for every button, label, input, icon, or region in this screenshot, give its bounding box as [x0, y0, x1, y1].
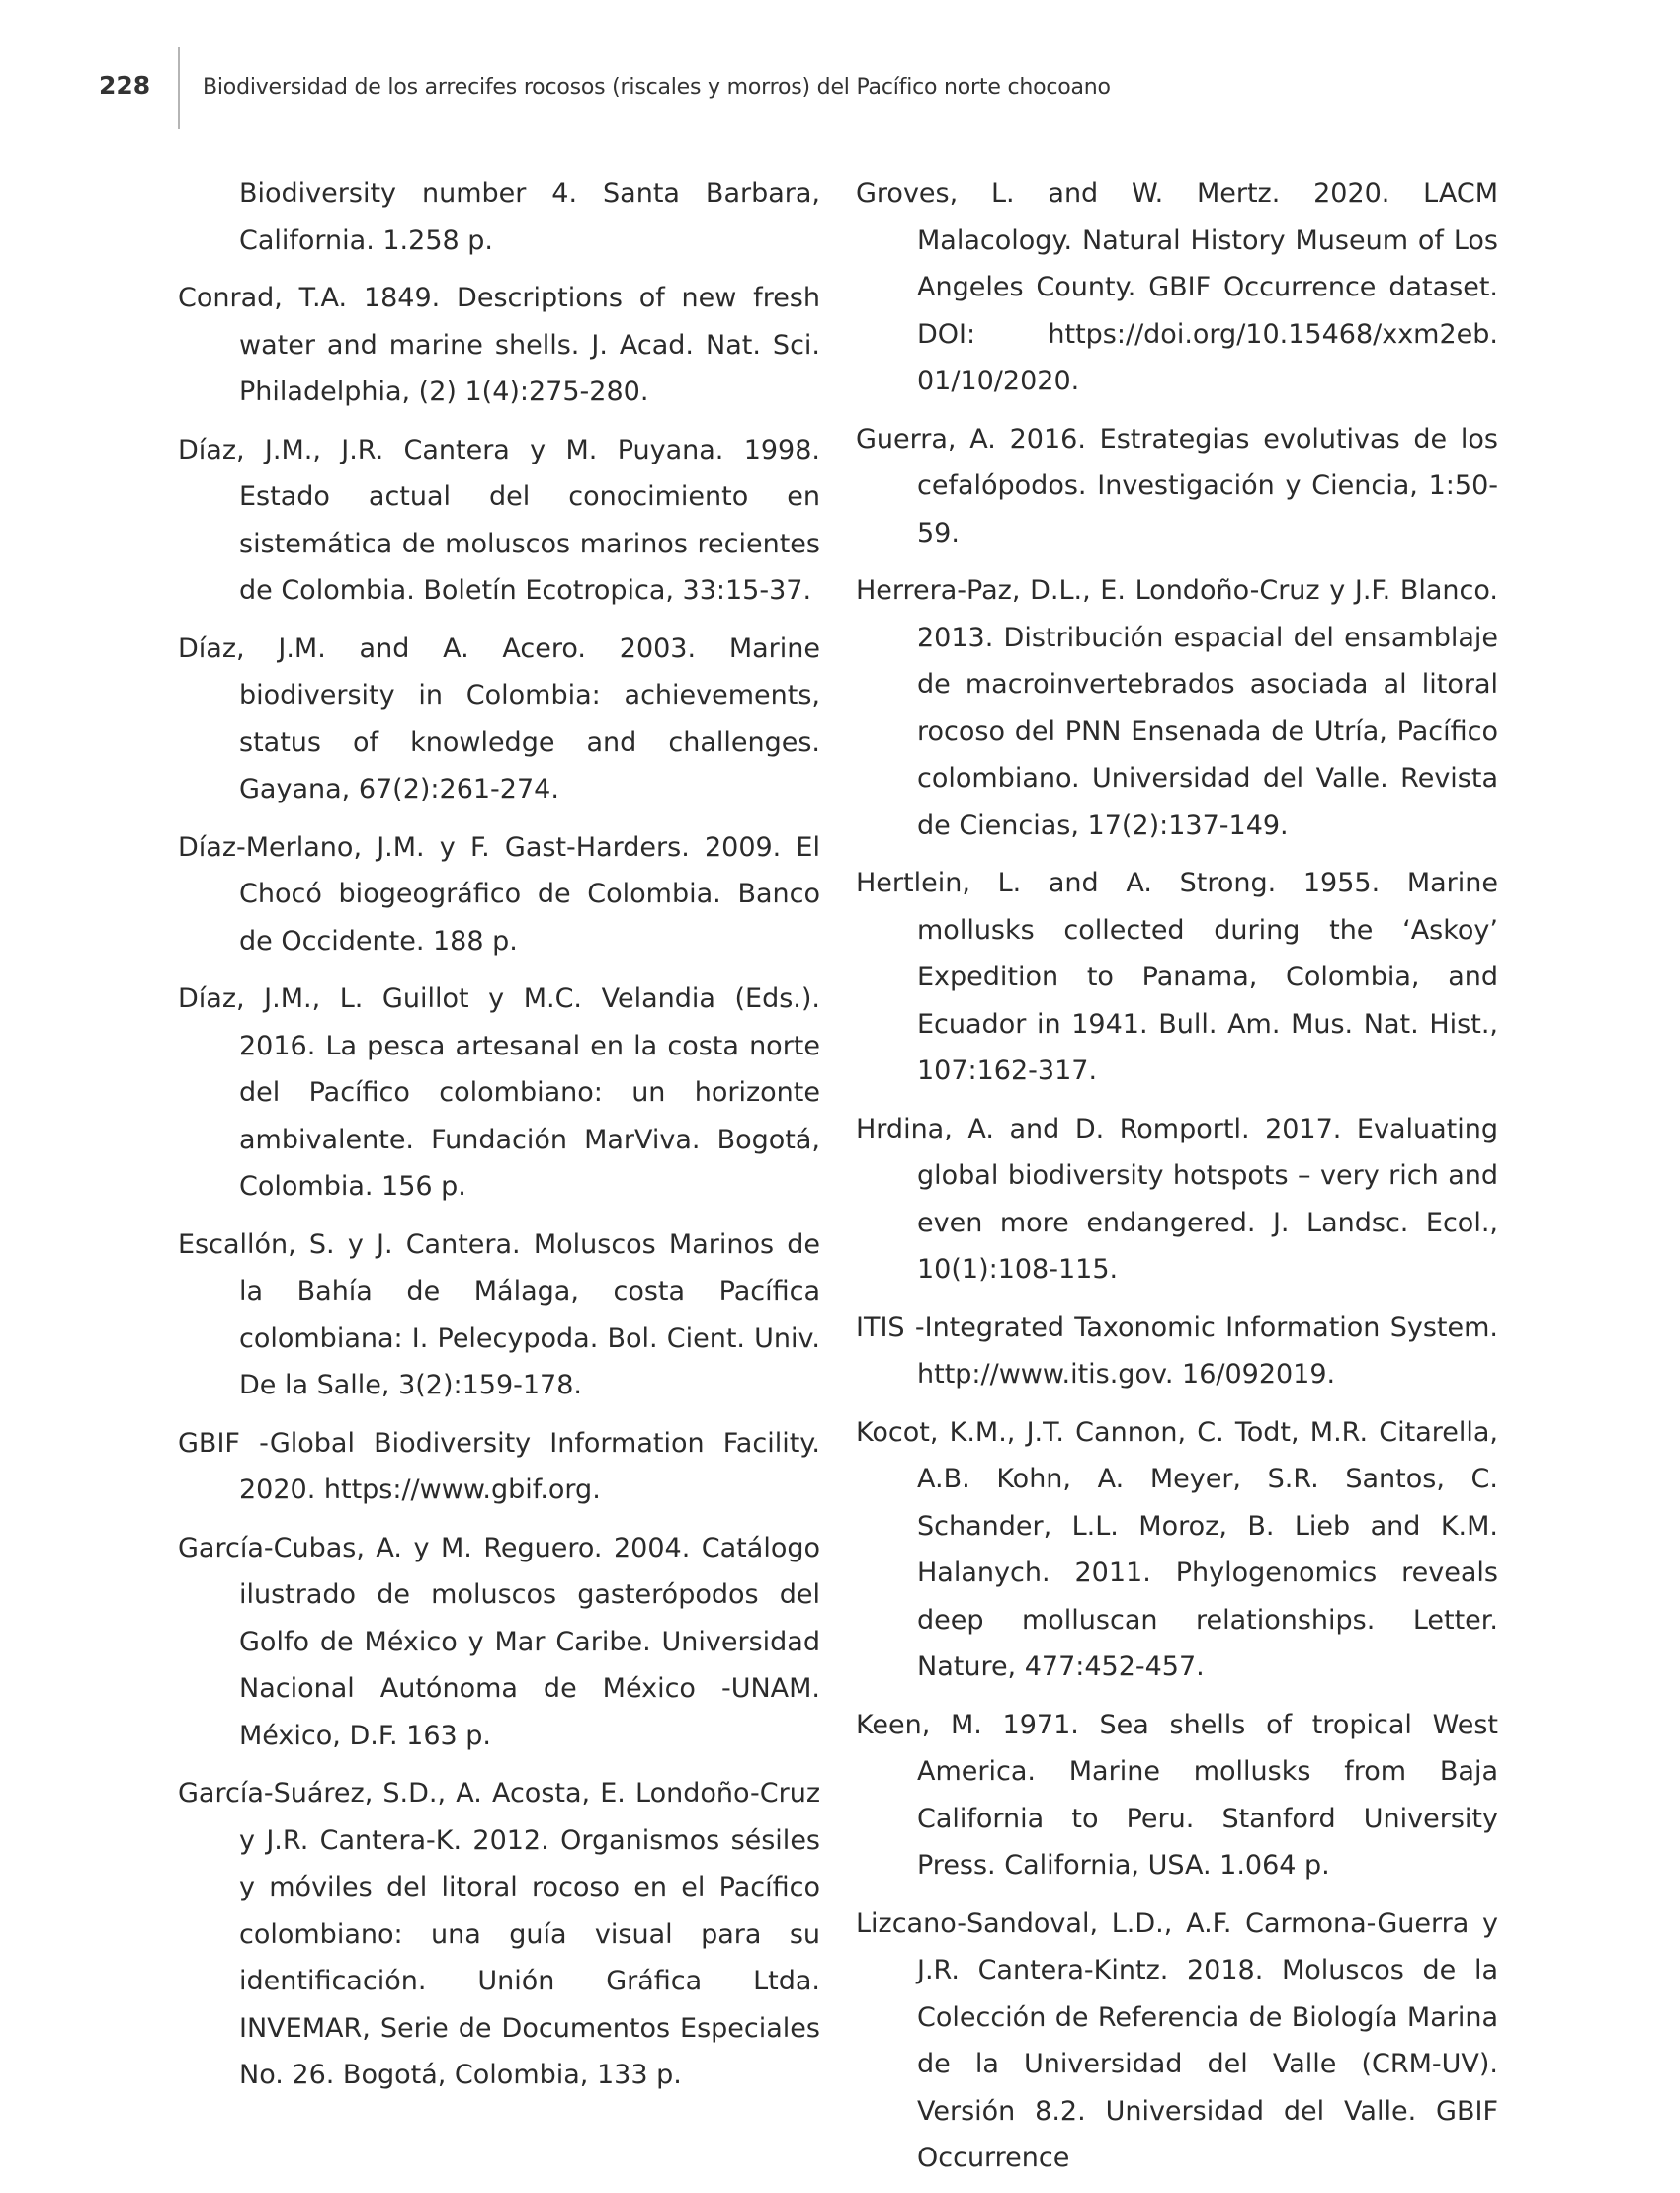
reference-entry: Conrad, T.A. 1849. Descriptions of new fresh water and marine shells. J. Acad. Nat. Sci. Philadelphia, (2) 1(4):275-280.	[178, 283, 820, 407]
running-title: Biodiversidad de los arrecifes rocosos (riscales y morros) del Pacífico norte chocoano	[203, 75, 1111, 100]
reference-entry: GBIF -Global Biodiversity Information Facility. 2020. https://www.gbif.org.	[178, 1427, 820, 1505]
reference-entry: Díaz, J.M., J.R. Cantera y M. Puyana. 1998. Estado actual del conocimiento en sistemática de moluscos marinos recientes de Colombia. Boletín Ecotropica, 33:15-37.	[178, 434, 820, 606]
reference-entry: Kocot, K.M., J.T. Cannon, C. Todt, M.R. Citarella, A.B. Kohn, A. Meyer, S.R. Santos, C. Schander, L.L. Moroz, B. Lieb and K.M. Halanych. 2011. Phylogenomics reveals deep molluscan relationships. Letter. Nature, 477:452-457.	[856, 1416, 1498, 1682]
reference-entry: Hrdina, A. and D. Romportl. 2017. Evaluating global biodiversity hotspots – very rich and even more endangered. J. Landsc. Ecol., 10(1):108-115.	[856, 1113, 1498, 1285]
reference-entry: Lizcano-Sandoval, L.D., A.F. Carmona-Guerra y J.R. Cantera-Kintz. 2018. Moluscos de la Colección de Referencia de Biología Marina de la Universidad del Valle (CRM-UV). Versión 8.2. Universidad del Valle. GBIF Occurrence	[856, 1907, 1498, 2173]
reference-entry: Escallón, S. y J. Cantera. Moluscos Marinos de la Bahía de Málaga, costa Pacífica colombiana: I. Pelecypoda. Bol. Cient. Univ. De la Salle, 3(2):159-178.	[178, 1228, 820, 1400]
reference-entry: Keen, M. 1971. Sea shells of tropical West America. Marine mollusks from Baja California to Peru. Stanford University Press. California, USA. 1.064 p.	[856, 1709, 1498, 1881]
header-divider	[178, 47, 180, 129]
page-header	[0, 0, 1680, 138]
reference-entry: Biodiversity number 4. Santa Barbara, California. 1.258 p.	[239, 178, 820, 256]
reference-entry: Groves, L. and W. Mertz. 2020. LACM Malacology. Natural History Museum of Los Angeles County. GBIF Occurrence dataset. DOI: https://doi.org/10.15468/xxm2eb. 01/10/2020.	[856, 178, 1498, 396]
page-number: 228	[99, 71, 151, 100]
reference-entry: Díaz, J.M. and A. Acero. 2003. Marine biodiversity in Colombia: achievements, status of knowledge and challenges. Gayana, 67(2):261-274.	[178, 633, 820, 804]
reference-entry: García-Suárez, S.D., A. Acosta, E. Londoño-Cruz y J.R. Cantera-K. 2012. Organismos sésiles y móviles del litoral rocoso en el Pacífico colombiano: una guía visual para su identificación. Unión Gráfica Ltda. INVEMAR, Serie de Documentos Especiales No. 26. Bogotá, Colombia, 133 p.	[178, 1778, 820, 2090]
reference-entry: Díaz, J.M., L. Guillot y M.C. Velandia (Eds.). 2016. La pesca artesanal en la costa norte del Pacífico colombiano: un horizonte ambivalente. Fundación MarViva. Bogotá, Colombia. 156 p.	[178, 983, 820, 1202]
reference-entry: Guerra, A. 2016. Estrategias evolutivas de los cefalópodos. Investigación y Ciencia, 1:50-59.	[856, 423, 1498, 548]
reference-entry: Hertlein, L. and A. Strong. 1955. Marine mollusks collected during the ‘Askoy’ Expedition to Panama, Colombia, and Ecuador in 1941. Bull. Am. Mus. Nat. Hist., 107:162-317.	[856, 868, 1498, 1086]
reference-entry: ITIS -Integrated Taxonomic Information System. http://www.itis.gov. 16/092019.	[856, 1311, 1498, 1390]
reference-entry: García-Cubas, A. y M. Reguero. 2004. Catálogo ilustrado de moluscos gasterópodos del Golfo de México y Mar Caribe. Universidad Nacional Autónoma de México -UNAM. México, D.F. 163 p.	[178, 1532, 820, 1751]
reference-entry: Díaz-Merlano, J.M. y F. Gast-Harders. 2009. El Chocó biogeográfico de Colombia. Banco de Occidente. 188 p.	[178, 831, 820, 957]
references-left-column	[178, 170, 820, 2110]
reference-entry: Herrera-Paz, D.L., E. Londoño-Cruz y J.F. Blanco. 2013. Distribución espacial del ensamblaje de macroinvertebrados asociada al litoral rocoso del PNN Ensenada de Utría, Pacífico colombiano. Universidad del Valle. Revista de Ciencias, 17(2):137-149.	[856, 575, 1498, 841]
references-right-column	[856, 170, 1498, 2193]
